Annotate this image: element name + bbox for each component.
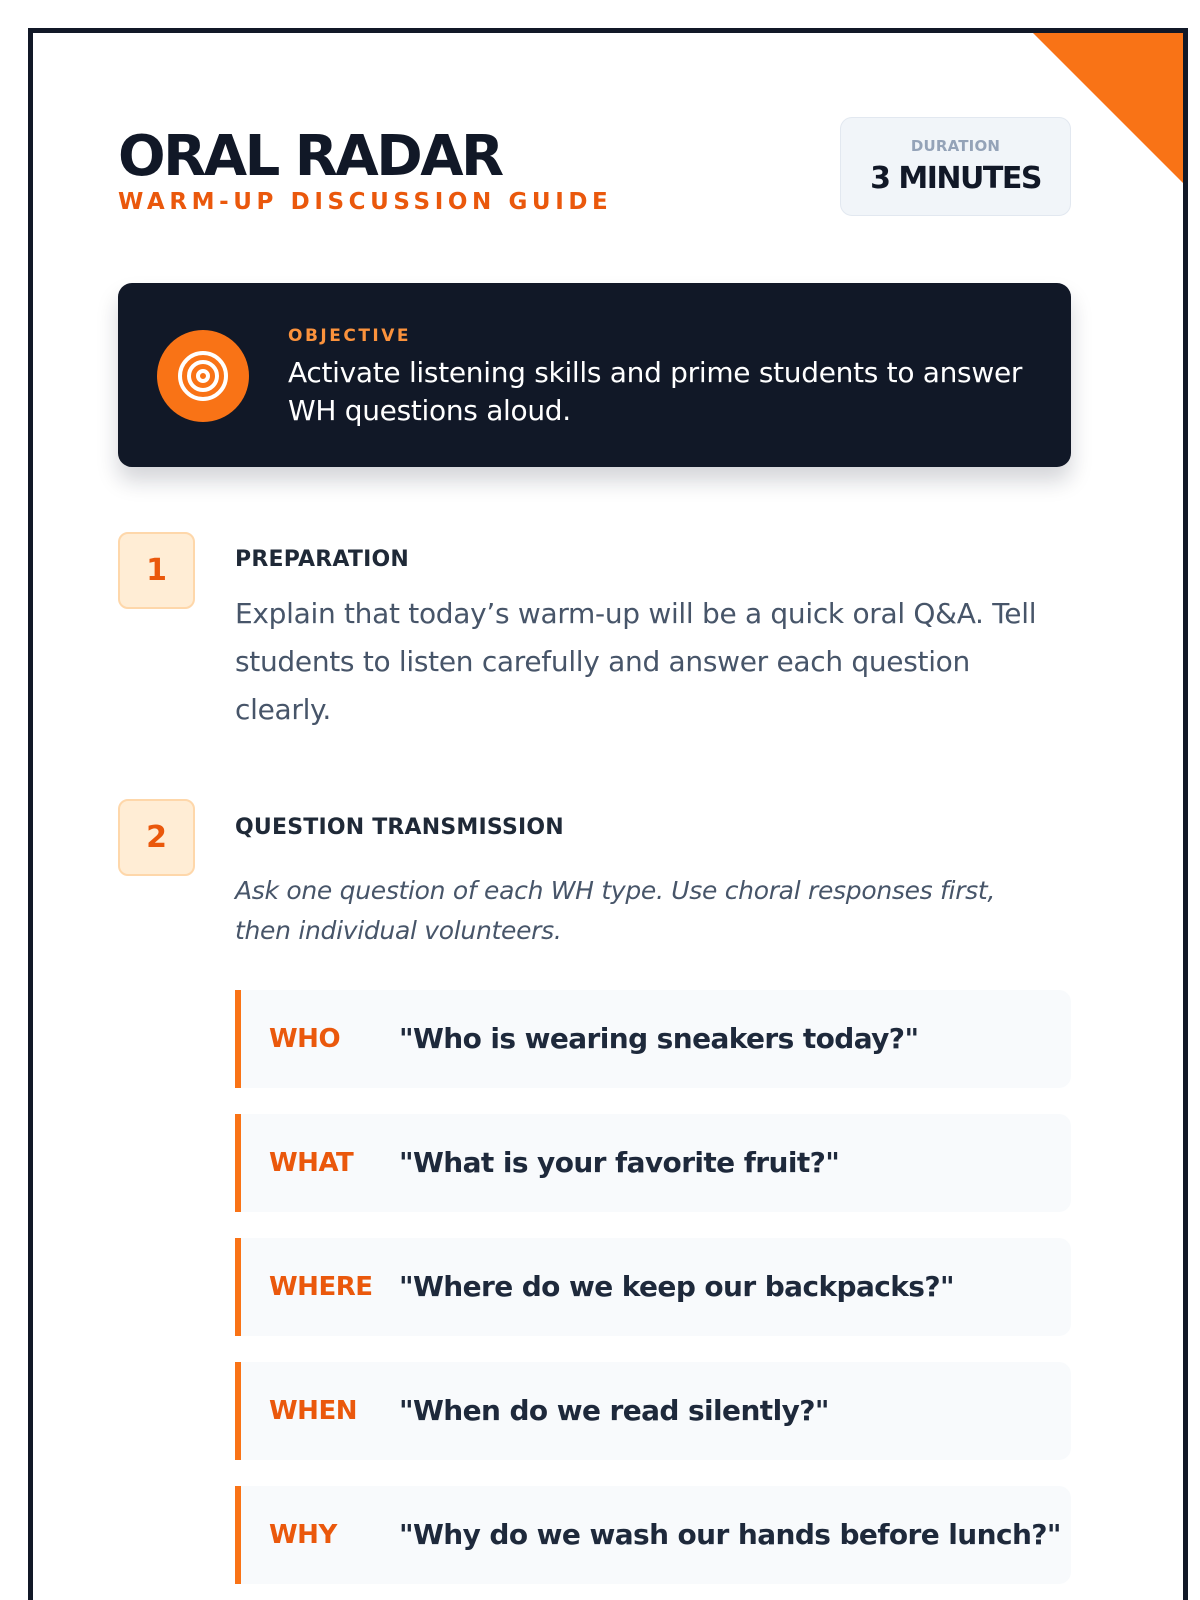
step-number-1: 1 xyxy=(118,532,195,609)
duration-value: 3 MINUTES xyxy=(870,161,1041,196)
objective-text: Activate listening skills and prime students to answer WH questions aloud. xyxy=(288,356,1023,427)
step-number-2: 2 xyxy=(118,799,195,876)
question-item-what xyxy=(235,1114,1071,1212)
step-text-question-transmission: Ask one question of each WH type. Use choral responses first, then individual volunteers. xyxy=(235,876,996,945)
question-text: "When do we read silently?" xyxy=(399,1394,829,1427)
question-type: WHAT xyxy=(269,1148,354,1178)
question-item-when xyxy=(235,1362,1071,1460)
header xyxy=(118,125,612,215)
question-type: WHERE xyxy=(269,1272,373,1302)
step-title-preparation: PREPARATION xyxy=(235,547,409,572)
question-item-why xyxy=(235,1486,1071,1584)
question-item-where xyxy=(235,1238,1071,1336)
objective-panel xyxy=(118,283,1071,467)
question-text: "What is your favorite fruit?" xyxy=(399,1146,840,1179)
duration-label: DURATION xyxy=(910,137,1001,155)
question-type: WHO xyxy=(269,1024,341,1054)
question-text: "Who is wearing sneakers today?" xyxy=(399,1022,919,1055)
step-title-question-transmission: QUESTION TRANSMISSION xyxy=(235,815,564,840)
target-icon xyxy=(157,330,249,422)
question-list xyxy=(235,990,1071,1600)
guide-card xyxy=(28,28,1188,1600)
page-title: ORAL RADAR xyxy=(118,124,502,189)
page-subtitle: WARM-UP DISCUSSION GUIDE xyxy=(118,189,613,215)
question-text: "Why do we wash our hands before lunch?" xyxy=(399,1518,1061,1551)
question-type: WHY xyxy=(269,1520,337,1550)
duration-badge xyxy=(840,117,1071,216)
question-item-who xyxy=(235,990,1071,1088)
question-type: WHEN xyxy=(269,1396,357,1426)
question-text: "Where do we keep our backpacks?" xyxy=(399,1270,954,1303)
objective-label: OBJECTIVE xyxy=(288,326,412,346)
step-text-preparation: Explain that today’s warm-up will be a quick oral Q&A. Tell students to listen carefully and answer each question clearly. xyxy=(235,597,1037,726)
